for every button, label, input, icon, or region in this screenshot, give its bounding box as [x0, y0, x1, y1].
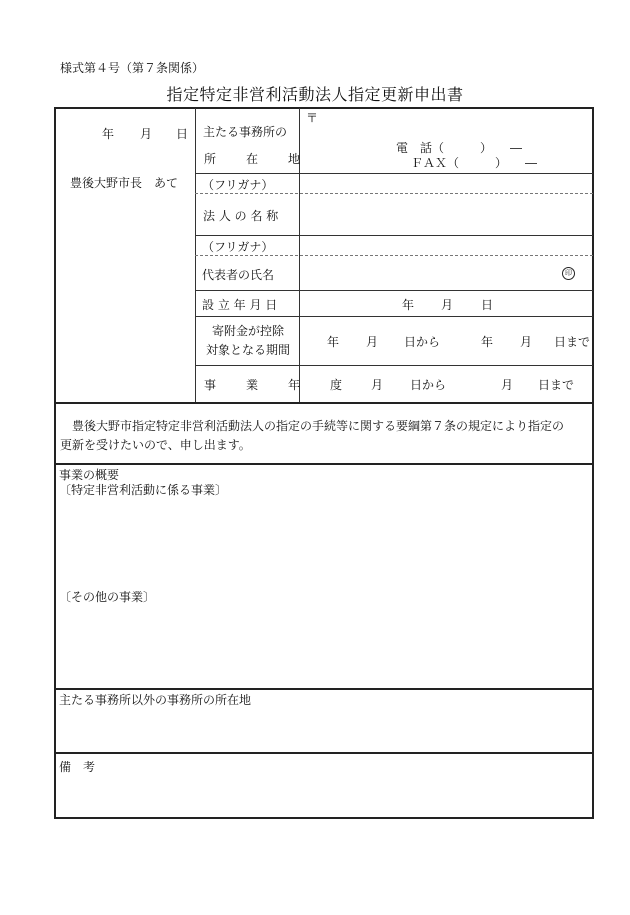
donation-from-year: 年 [327, 335, 340, 349]
document-title: 指定特定非営利活動法人指定更新申出書 [166, 85, 464, 104]
date-day-label: 日 [176, 127, 189, 141]
fiscal-from-month: 月 [371, 378, 384, 392]
section-line-other-offices [55, 688, 593, 690]
declaration-line1: 豊後大野市指定特定非営利活動法人の指定の手続等に関する要綱第７条の規定により指定の [72, 419, 565, 433]
fax-line: ＦＡＸ（ ） ― [411, 156, 538, 170]
donation-period-label [200, 322, 296, 360]
fiscal-to-day: 日まで [538, 378, 575, 392]
section-line-remarks [55, 752, 593, 754]
remarks-heading: 備 考 [59, 760, 96, 774]
fiscal-to-month: 月 [501, 378, 514, 392]
declaration-line2: 更新を受けたいので、申し出ます。 [60, 438, 251, 452]
donation-to-year: 年 [481, 335, 494, 349]
section-line-declaration [55, 402, 593, 404]
npo-activities-label: 〔特定非営利活動に係る事業〕 [59, 483, 228, 497]
row-line-furigana-2 [195, 255, 593, 256]
row-line-furigana-1 [195, 193, 593, 194]
donation-to-month: 月 [520, 335, 533, 349]
row-line-established [195, 316, 593, 317]
rep-name-label: 代表者の氏名 [202, 268, 275, 282]
furigana-label-2: （フリガナ） [202, 240, 274, 254]
date-year-label: 年 [102, 127, 115, 141]
phone-line: 電 話（ ） ― [396, 141, 523, 155]
row-line-donation [195, 365, 593, 366]
other-activities-label: 〔その他の事業〕 [59, 590, 156, 604]
office-label-line1: 主たる事務所の [203, 125, 288, 139]
donation-to-day: 日まで [554, 335, 591, 349]
declaration-text [60, 417, 590, 455]
row-line-rep-name [195, 290, 593, 291]
established-year: 年 [402, 298, 415, 312]
section-line-overview [55, 463, 593, 465]
established-label: 設 立 年 月 日 [202, 298, 278, 312]
addressee: 豊後大野市長 あて [70, 176, 179, 190]
furigana-label: （フリガナ） [202, 178, 274, 192]
seal-mark: 印 [562, 267, 575, 280]
donation-from-month: 月 [366, 335, 379, 349]
established-day: 日 [481, 298, 494, 312]
other-offices-heading: 主たる事務所以外の事務所の所在地 [59, 693, 252, 707]
office-label-line2: 所 在 地 [204, 152, 310, 166]
donation-label-line2: 対象となる期間 [205, 343, 290, 357]
postal-mark: 〒 [306, 111, 319, 125]
fiscal-from-day: 日から [410, 378, 447, 392]
row-line-corp-name [195, 235, 593, 236]
row-line-office [195, 173, 593, 174]
corp-name-label: 法 人 の 名 称 [203, 209, 279, 223]
donation-from-day: 日から [404, 335, 441, 349]
fiscal-year-label: 事 業 年 度 [204, 378, 352, 392]
date-month-label: 月 [140, 127, 153, 141]
established-month: 月 [441, 298, 454, 312]
form-number: 様式第４号（第７条関係） [60, 61, 205, 75]
business-overview-heading: 事業の概要 [59, 468, 120, 482]
donation-label-line1: 寄附金が控除 [211, 324, 284, 338]
